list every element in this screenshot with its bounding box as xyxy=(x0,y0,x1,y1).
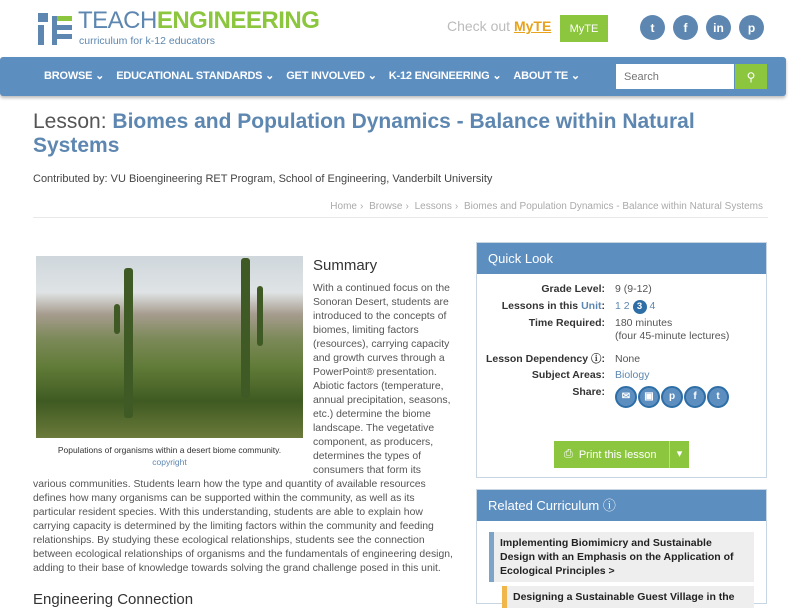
copyright-link[interactable]: copyright xyxy=(152,457,187,467)
dependency-value: None xyxy=(615,352,641,365)
logo-text[interactable]: TEACHENGINEERING xyxy=(78,7,320,34)
classroom-share-icon[interactable]: ▣ xyxy=(638,386,660,408)
engineering-connection-heading: Engineering Connection xyxy=(33,591,194,608)
pinterest-icon[interactable]: p xyxy=(739,15,764,40)
grade-value: 9 (9-12) xyxy=(615,283,652,295)
twitter-share-icon[interactable]: t xyxy=(707,386,729,408)
unit-link[interactable]: Unit xyxy=(581,299,602,312)
print-dropdown-toggle[interactable]: ▾ xyxy=(669,441,689,468)
print-lesson-button[interactable]: ⎙ Print this lesson ▾ xyxy=(554,441,689,468)
quick-look-panel xyxy=(476,242,767,478)
summary-section xyxy=(33,256,453,610)
time-note: (four 45-minute lectures) xyxy=(615,330,730,342)
facebook-icon[interactable]: f xyxy=(673,15,698,40)
share-label: Share: xyxy=(572,385,605,398)
breadcrumb: Home › Browse › Lessons › Biomes and Population Dynamics - Balance within Natural Systems xyxy=(330,201,763,212)
related-curriculum-panel xyxy=(476,489,767,604)
nav-items xyxy=(44,57,610,96)
related-item[interactable]: Implementing Biomimicry and Sustainable Design with an Emphasis on the Application of Ecological Principles > xyxy=(489,532,754,582)
info-icon[interactable]: ⓘ xyxy=(602,498,616,513)
breadcrumb-lessons[interactable]: Lessons xyxy=(414,201,452,212)
nav-browse[interactable]: BROWSE ⌄ xyxy=(44,70,105,82)
dependency-label: Lesson Dependency ⓘ: xyxy=(485,352,605,365)
desert-photo[interactable] xyxy=(36,256,303,438)
myte-button[interactable]: MyTE xyxy=(560,15,608,42)
linkedin-icon[interactable]: in xyxy=(706,15,731,40)
twitter-icon[interactable]: t xyxy=(640,15,665,40)
search-button[interactable] xyxy=(735,64,767,89)
nav-educational-standards[interactable]: EDUCATIONAL STANDARDS ⌄ xyxy=(116,70,275,82)
subject-label: Subject Areas: xyxy=(531,369,605,381)
related-subitem[interactable]: Designing a Sustainable Guest Village in the xyxy=(502,586,754,608)
pinterest-share-icon[interactable]: p xyxy=(661,386,683,408)
breadcrumb-current: Biomes and Population Dynamics - Balance within Natural Systems xyxy=(463,201,763,212)
search-input[interactable] xyxy=(616,64,734,89)
summary-text: With a continued focus on the Sonoran Desert, students are introduced to the concepts of biomes, limiting factors (resources), carrying capacity and growth curves through a PowerPoint® presentation. Abiotic factors (temperature, annual precipitation, seasons, etc.) determine the biome landscape. The vegetative component, as producers, determines the types of consumers that form its various communities. Students learn how the type and quantity of available resources defines how many organisms can be supported within the community, as well as its particular resident species. With this understanding, students are able to explain how carrying capacity is determined by the limiting factors within the community and feeding relationships. By studying these ecological relationships, students see the connection between ecological relationships of organisms and the fundamentals of engineering design, adding to their base of knowledge towards solving the grand challenge posed in this unit. xyxy=(33,283,453,574)
figure-caption: Populations of organisms within a desert biome community. xyxy=(57,445,282,455)
email-share-icon[interactable]: ✉ xyxy=(615,386,637,408)
nav-about-te[interactable]: ABOUT TE ⌄ xyxy=(513,70,580,82)
contributed-by: Contributed by: VU Bioengineering RET Program, School of Engineering, Vanderbilt University xyxy=(33,173,493,185)
summary-heading: Summary xyxy=(313,257,378,274)
lesson-figure xyxy=(33,256,313,468)
time-value: 180 minutes xyxy=(615,316,673,329)
current-lesson: 3 xyxy=(633,300,647,314)
lessons-label: Lessons in this Unit: xyxy=(501,299,605,312)
checkout-myte[interactable]: Check out MyTE xyxy=(447,18,552,34)
page-title: Lesson: Biomes and Population Dynamics - Balance within Natural Systems xyxy=(33,110,695,157)
tagline: curriculum for k-12 educators xyxy=(79,35,215,47)
info-icon[interactable]: ⓘ xyxy=(591,352,602,365)
time-label: Time Required: xyxy=(528,316,605,329)
subject-link[interactable]: Biology xyxy=(615,369,650,381)
search-icon: ⚲ xyxy=(746,69,756,84)
lesson-4-link[interactable]: 4 xyxy=(649,299,656,312)
nav-k12-engineering[interactable]: K-12 ENGINEERING ⌄ xyxy=(388,70,502,82)
breadcrumb-home[interactable]: Home xyxy=(330,201,357,212)
logo-icon[interactable] xyxy=(38,13,72,45)
nav-get-involved[interactable]: GET INVOLVED ⌄ xyxy=(286,70,377,82)
grade-label: Grade Level: xyxy=(541,283,605,295)
lesson-1-link[interactable]: 1 xyxy=(615,299,621,312)
divider xyxy=(33,217,768,218)
facebook-share-icon[interactable]: f xyxy=(684,386,706,408)
lesson-2-link[interactable]: 2 xyxy=(623,299,630,312)
breadcrumb-browse[interactable]: Browse xyxy=(369,201,403,212)
related-curriculum-title: Related Curriculum ⓘ xyxy=(477,490,766,521)
quick-look-title: Quick Look xyxy=(477,243,766,274)
printer-icon: ⎙ xyxy=(564,448,573,460)
